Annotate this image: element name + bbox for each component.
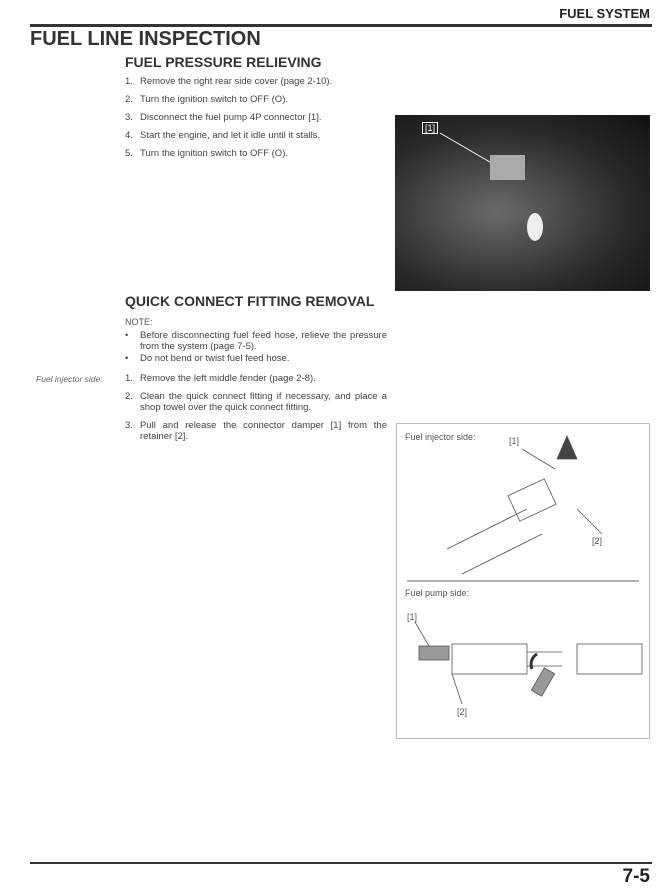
step-text: Disconnect the fuel pump 4P connector [1]. [140,112,322,123]
callout-2: [2] [592,536,603,546]
top-rule [30,24,652,27]
fitting-illustration [397,424,649,738]
pressure-step [125,112,387,123]
step-text: Remove the right rear side cover (page 2-10). [140,76,333,87]
note-bullet: • Before disconnecting fuel feed hose, relieve the pressure from the system (page 7-5). [125,330,387,352]
step-number: 3. [125,112,133,123]
pressure-step [125,130,387,141]
pressure-step [125,94,387,105]
pump-side-label: Fuel pump side: [405,588,470,598]
pressure-step [125,148,387,159]
page-title: FUEL LINE INSPECTION [30,28,261,50]
step-number: 3. [125,420,133,431]
quick-heading: QUICK CONNECT FITTING REMOVAL [125,293,375,309]
step-number: 1. [125,76,133,87]
step-text: Pull and release the connector damper [1] from the retainer [2]. [140,420,387,442]
step-number: 2. [125,94,133,105]
photo-callout: [1] [422,122,438,134]
injector-side-label: Fuel injector side: [405,432,476,442]
callout-1: [1] [509,436,520,446]
side-label: Fuel injector side: [36,374,103,384]
quick-step [125,420,387,442]
pressure-step [125,76,387,87]
section-header: FUEL SYSTEM [559,6,650,21]
quick-step [125,391,387,413]
pressure-heading: FUEL PRESSURE RELIEVING [125,54,322,70]
bullet-text: Do not bend or twist fuel feed hose. [140,353,290,364]
step-number: 1. [125,373,133,384]
step-text: Remove the left middle fender (page 2-8). [140,373,316,384]
step-text: Start the engine, and let it idle until it stalls. [140,130,321,141]
bullet-text: Before disconnecting fuel feed hose, relieve the pressure from the system (page 7-5). [140,330,387,352]
step-number: 2. [125,391,133,402]
bottom-rule [30,862,652,864]
step-text: Turn the ignition switch to OFF (O). [140,94,288,105]
step-text: Turn the ignition switch to OFF (O). [140,148,288,159]
step-number: 4. [125,130,133,141]
note-bullet: • Do not bend or twist fuel feed hose. [125,353,290,364]
fitting-diagram [396,423,650,739]
quick-step [125,373,387,384]
callout-2: [2] [457,707,468,717]
connector-photo [395,115,650,291]
step-text: Clean the quick connect fitting if necessary, and place a shop towel over the quick connect fitting. [140,391,387,413]
callout-1: [1] [407,612,418,622]
step-number: 5. [125,148,133,159]
page-number: 7-5 [622,866,650,887]
note-label: NOTE: [125,317,153,327]
photo-arrow-icon [395,115,650,291]
